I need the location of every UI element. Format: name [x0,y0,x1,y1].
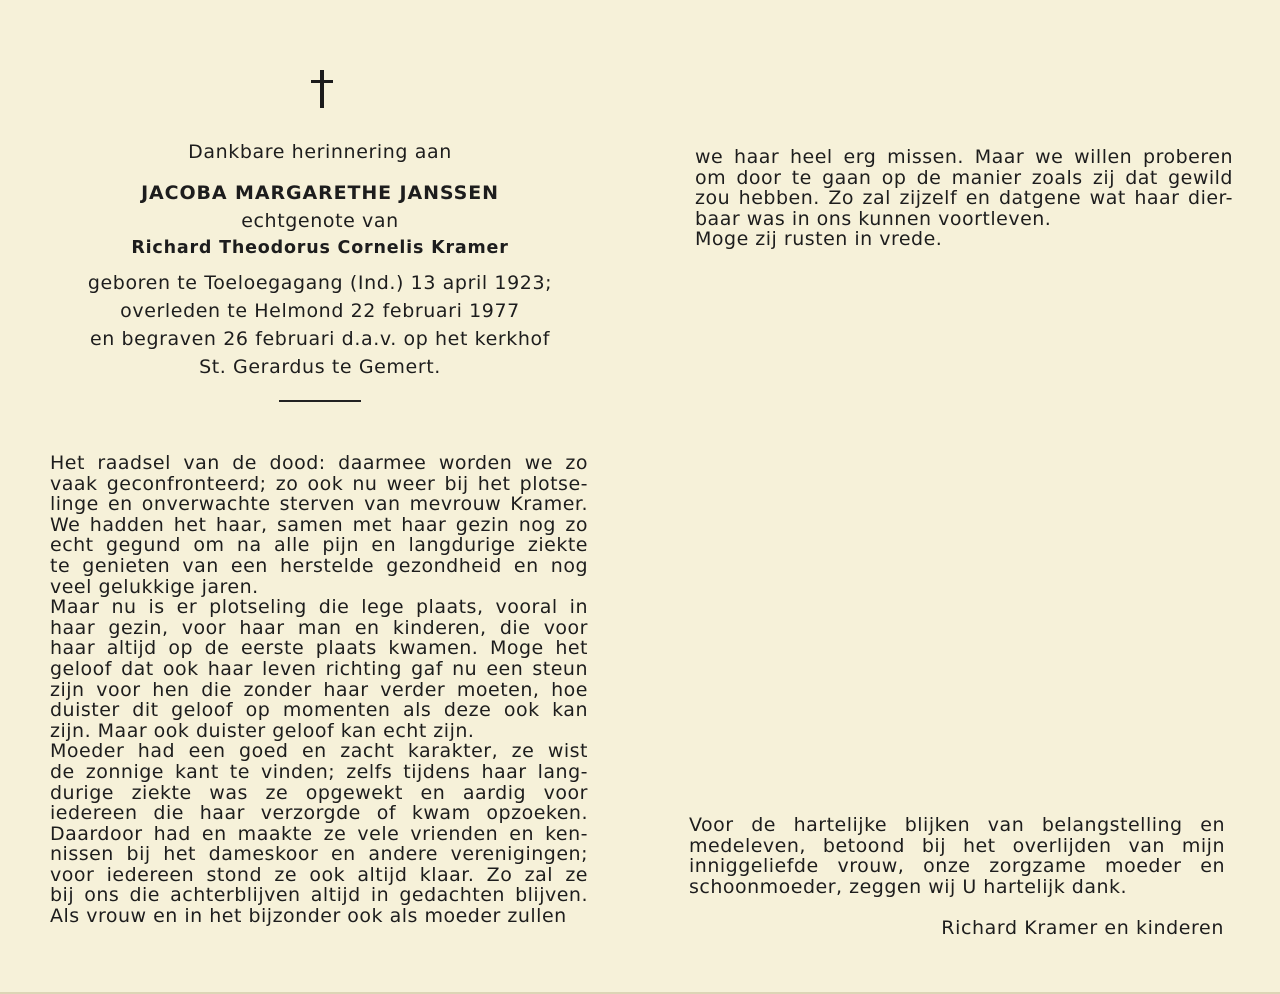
text-line: zijn. Maar ook duister geloof kan echt zijn. [50,719,475,742]
text-line: haar gezin, voor haar man en kinderen, die voor [50,616,588,639]
text-line: echt gegund om na alle pijn en langdurige ziekte [50,534,588,557]
text-line: geloof dat ook haar leven richting gaf nu een steun [50,657,588,680]
text-line: iedereen die haar verzorgde of kwam opzoeken. [50,802,588,825]
cross-icon [309,68,335,112]
spouse-name: Richard Theodorus Cornelis Kramer [131,238,509,258]
text-line: Maar nu is er plotseling die lege plaats, vooral in [50,596,588,619]
text-line: Voor de hartelijke blijken van belangstelling en [689,814,1225,836]
text-line: Het raadsel van de dood: daarmee worden we zo [50,452,588,474]
left-text-block [50,453,588,927]
text-line: bij ons die achterblijven altijd in gedachten blijven. [50,884,588,907]
intro-text: Dankbare herinnering aan [188,141,452,163]
text-line: Als vrouw en in het bijzonder ook als moeder zullen [50,905,567,928]
text-line: linge en onverwachte sterven van mevrouw Kramer. [50,493,588,516]
text-line: de zonnige kant te vinden; zelfs tijdens haar lang- [50,760,588,783]
birth-line: geboren te Toeloegagang (Ind.) 13 april 1923; [87,272,553,294]
text-line: We hadden het haar, samen met haar gezin nog zo [50,513,588,536]
text-line: duister dit geloof op momenten als deze ook kan [50,699,588,722]
death-line: overleden te Helmond 22 februari 1977 [120,300,520,322]
text-line: we haar heel erg missen. Maar we willen proberen [695,146,1233,168]
burial-line: en begraven 26 februari d.a.v. op het kerkhof [89,328,551,350]
text-line: durige ziekte was ze opgewekt en aardig voor [50,781,588,804]
signature: Richard Kramer en kinderen [941,917,1224,939]
text-line: inniggeliefde vrouw, onze zorgzame moeder en [689,855,1225,878]
text-line: haar altijd op de eerste plaats kwamen. Moge het [50,637,588,660]
text-line: nissen bij het dameskoor en andere verenigingen; [50,843,588,866]
divider [279,400,361,402]
text-line: baar was in ons kunnen voortleven. [695,207,1052,230]
text-line: om door te gaan op de manier zoals zij dat gewild [695,166,1233,189]
text-line: schoonmoeder, zeggen wij U hartelijk dank. [689,875,1128,898]
text-line: te genieten van een herstelde gezondheid en nog [50,554,588,577]
text-line: zijn voor hen die zonder haar verder moeten, hoe [50,678,588,701]
thanks-text-block [689,815,1225,897]
right-text-block [695,147,1233,250]
text-line: Moeder had een goed en zacht karakter, ze wist [50,740,588,763]
text-line: vaak geconfronteerd; zo ook nu weer bij het plotse- [50,472,588,495]
cemetery-line: St. Gerardus te Gemert. [199,356,441,378]
relation-text: echtgenote van [241,210,399,232]
text-line: zou hebben. Zo zal zijzelf en datgene wat haar dier- [695,187,1233,210]
text-line: Daardoor had en maakte ze vele vrienden en ken- [50,822,588,845]
deceased-name: JACOBA MARGARETHE JANSSEN [141,182,499,204]
text-line: medeleven, betoond bij het overlijden van mijn [689,834,1225,857]
text-line: Moge zij rusten in vrede. [695,228,943,251]
text-line: veel gelukkige jaren. [50,575,259,598]
text-line: voor iedereen stond ze ook altijd klaar. Zo zal ze [50,863,588,886]
